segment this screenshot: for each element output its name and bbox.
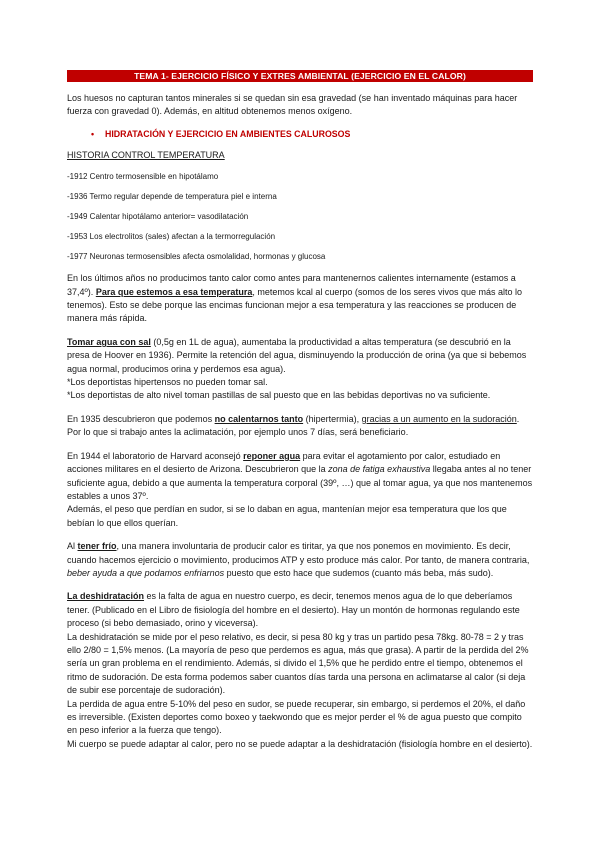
bullet-icon: • xyxy=(91,128,95,139)
underlined-text: tener frío xyxy=(77,541,117,552)
underlined-text: Para que estemos a esa temperatura xyxy=(95,286,253,297)
text: (0,5g en 1L de agua), aumentaba la productividad a altas temperatura (se descubrió en la presa de Hoover en 1936). Permite la retención del agua, disminuyendo la producción de orina (ya que si bebemos agua normal, producimos orina y perdemos esa agua). xyxy=(67,336,527,374)
history-item: -1977 Neuronas termosensibles afecta osmolalidad, hormonas y glucosa xyxy=(67,252,326,262)
text: En 1935 descubrieron que podemos xyxy=(67,413,215,424)
history-item: -1953 Los electrolitos (sales) afectan a la termorregulación xyxy=(67,232,276,242)
italic-text: zona de fatiga exhaustiva xyxy=(328,464,431,475)
section-heading-text: HIDRATACIÓN Y EJERCICIO EN AMBIENTES CALUROSOS xyxy=(105,128,351,139)
underlined-text: La deshidratación xyxy=(67,591,145,602)
paragraph-temperature xyxy=(67,272,533,326)
text: En los últimos años no producimos tanto calor como antes para mantenernos calientes internamente (estamos a 37,4º). xyxy=(67,273,516,297)
paragraph-dehydration xyxy=(67,590,533,630)
note-line: *Los deportistas hipertensos no pueden tomar sal. xyxy=(67,377,268,388)
history-item: -1949 Calentar hipotálamo anterior= vasodilatación xyxy=(67,212,249,222)
text: para evitar el agotamiento por calor, estudiado en acciones militares en el desierto de Arizona. Descubrieron que la xyxy=(67,450,501,475)
section-heading xyxy=(91,129,533,139)
text: (hipertermia), xyxy=(303,413,362,424)
text: es la falta de agua en nuestro cuerpo, es decir, tenemos menos agua de lo que deberíamos tener. (Publicado en el Libro de fisiología del hombre en el desierto). Hay un montón de hormonas regulando este proceso (si bebo demasiado, orino y viceversa). xyxy=(67,591,520,629)
text: , una manera involuntaria de producir calor es tiritar, ya que nos ponemos en movimiento. Es decir, cuando hacemos ejercicio o movimiento, producimos ATP y esto produce más calor. Por tanto, de manera contraria, xyxy=(67,541,530,565)
paragraph-salt-water xyxy=(67,336,533,376)
history-title: HISTORIA CONTROL TEMPERATURA xyxy=(67,149,225,160)
text: Al xyxy=(67,541,78,552)
intro-paragraph: Los huesos no capturan tantos minerales si se quedan sin esa gravedad (se han inventado máquinas para hacer fuerza con gravedad 0). Además, en altitud obtenemos menos oxígeno. xyxy=(67,93,518,117)
note-line: *Los deportistas de alto nivel toman pastillas de sal puesto que en las bebidas deportivas no va suficiente. xyxy=(67,390,491,401)
text: , metemos kcal al cuerpo (somos de los seres vivos que más alto lo tenemos). Esto se debe porque las encimas funcionan mejor a esa temperatura y las reacciones se producen de manera más rápida. xyxy=(67,286,523,324)
paragraph-line: Mi cuerpo se puede adaptar al calor, pero no se puede adaptar a la deshidratación (fisiología hombre en el desierto). xyxy=(67,738,533,749)
text: puesto que esto hace que sudemos (cuanto más beba, más sudo). xyxy=(224,567,494,578)
paragraph-line: La deshidratación se mide por el peso relativo, es decir, si pesa 80 kg y tras un partido pesa 78kg. 80-78 = 2 y tras ello 2/80 = 1,5% menos. (La mayoría de peso que perdemos es agua, más que grasa). A partir de la perdida del 2% sería un gran problema en el rendimiento. Además, si divido el 1,5% que he perdido entre el tiempo, obtenemos el ritmo de sudoración. De esta forma podemos saber cuantos días tarda una persona en aclimatarse al calor (si deja de subir ese porcentaje de sudoración). xyxy=(67,631,529,696)
history-item: -1912 Centro termosensible en hipotálamo xyxy=(67,172,219,182)
underlined-text: gracias a un aumento en la sudoración xyxy=(361,413,517,424)
text: llegaba antes al no tener suficiente agua, debido a que aumenta la temperatura corporal (39º, …) que al tomar agua, ya que nos mantenemos estables a unos 37º. xyxy=(67,464,533,501)
underlined-text: no calentarnos tanto xyxy=(214,413,304,424)
text: . Por lo que si trabajo antes la aclimatación, por ejemplo unos 7 días, será beneficiario. xyxy=(67,413,520,438)
paragraph-harvard xyxy=(67,450,533,504)
underlined-text: reponer agua xyxy=(243,450,301,461)
paragraph-line: La perdida de agua entre 5-10% del peso en sudor, se puede recuperar, sin embargo, si perdemos el 20%, el daño es irreversible. (Existen deportes como boxeo y taekwondo que es mejor perder el % de agua puesto que compito en peso inferior a la fuerza que tengo). xyxy=(67,698,526,736)
page-title: TEMA 1- EJERCICIO FÍSICO Y EXTRES AMBIENTAL (EJERCICIO EN EL CALOR) xyxy=(67,70,533,82)
paragraph-cold xyxy=(67,540,533,580)
italic-text: beber ayuda a que podamos enfriarnos xyxy=(67,567,225,578)
paragraph-1935 xyxy=(67,413,533,440)
text: En 1944 el laboratorio de Harvard aconsejó xyxy=(67,450,244,461)
document-page xyxy=(67,70,533,751)
underlined-text: Tomar agua con sal xyxy=(67,336,151,347)
paragraph-line: Además, el peso que perdían en sudor, si se lo daban en agua, mantenían mejor esa temperatura que los que bebían lo que ellos querían. xyxy=(67,504,507,528)
history-item: -1936 Termo regular depende de temperatura piel e interna xyxy=(67,192,277,202)
